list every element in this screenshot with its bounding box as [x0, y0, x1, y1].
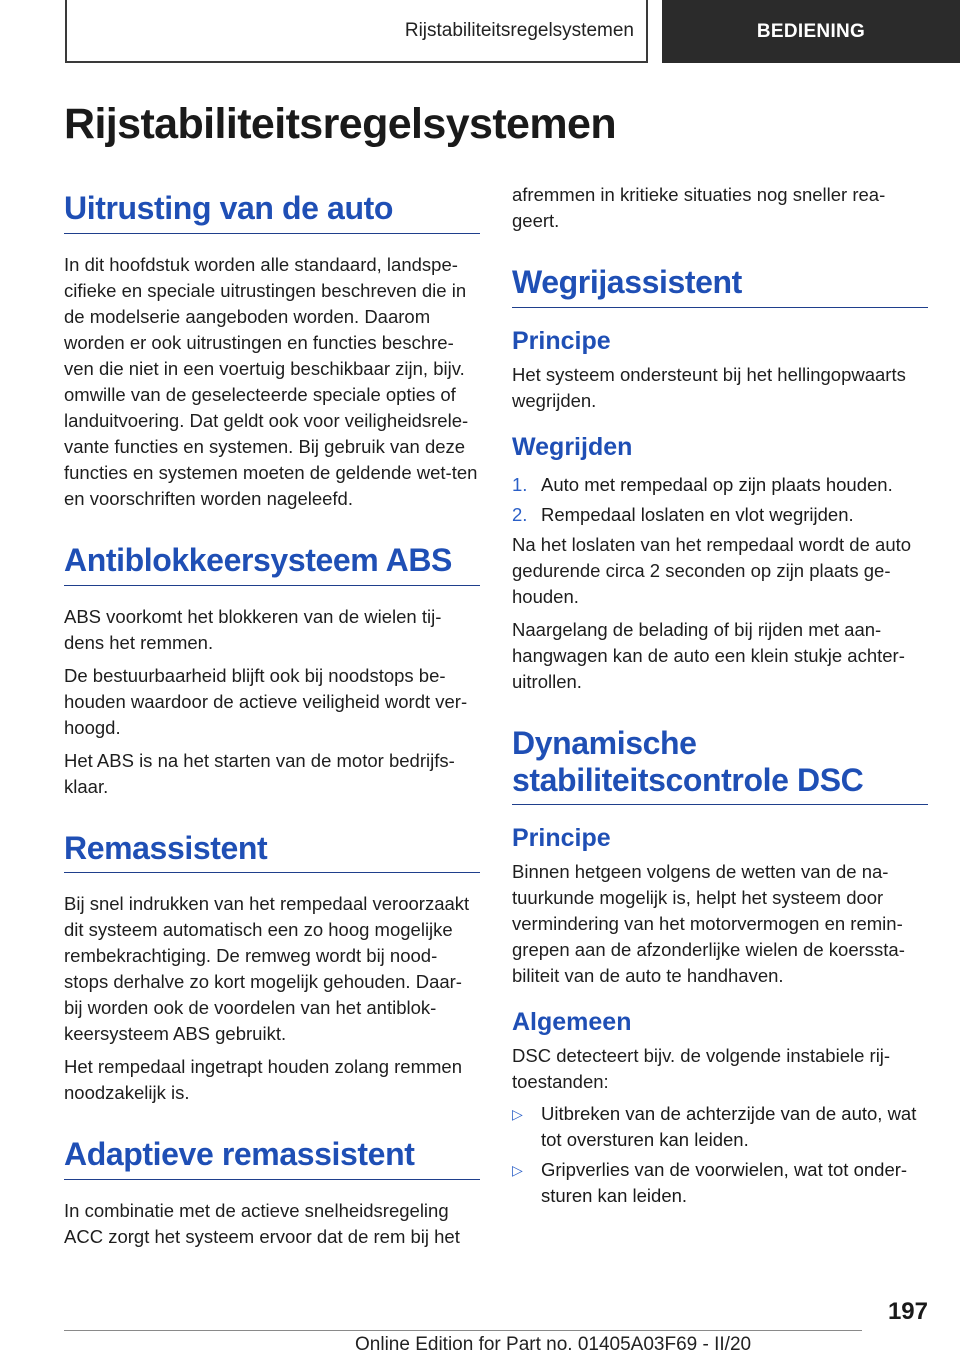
- paragraph-abs-2: De bestuurbaarheid blijft ook bij noodstops be-houden waardoor de actieve veiligheid wordt ver-hoogd.: [64, 664, 468, 738]
- heading-abs: Antiblokkeersysteem ABS: [64, 542, 480, 586]
- heading-dsc: Dynamische stabiliteitscontrole DSC: [512, 725, 928, 806]
- paragraph-algemeen: DSC detecteert bijv. de volgende instabiele rij-toestanden:: [512, 1045, 891, 1093]
- heading-wegrijassistent: Wegrijassistent: [512, 264, 928, 308]
- list-item: [512, 1101, 928, 1153]
- paragraph-abs-3: Het ABS is na het starten van de motor bedrijfs-klaar.: [64, 749, 455, 797]
- bullet-list: [512, 1101, 928, 1209]
- paragraph-remassistent-1: Bij snel indrukken van het rempedaal veroorzaakt dit systeem automatisch een zo hoog mogelijke rembekrachtiging. De remweg wordt bij nood-stops derhalve zo kort mogelijk gehouden. Daar-bij worden ook de voordelen van het antiblok-keersysteem ABS gebruikt.: [64, 893, 470, 1045]
- bullet-text: Uitbreken van de achterzijde van de auto, wat tot oversturen kan leiden.: [541, 1103, 917, 1151]
- heading-uitrusting: Uitrusting van de auto: [64, 190, 480, 234]
- paragraph-uitrusting: In dit hoofdstuk worden alle standaard, landspe-cifieke en speciale uitrustingen beschreven die in de modelserie aangeboden worden. Daarom worden er ook uitrustingen en functies beschre-ven die niet in een voertuig beschikbaar zijn, bijv. omwille van de geselecteerde speciale opties of landuitvoering. Dat geldt ook voor veiligheidsrele-vante functies en systemen. Bij gebruik van deze functies en systemen moeten de geldende wet-ten en voorschriften worden nageleefd.: [64, 253, 478, 509]
- steps-list: [512, 472, 928, 528]
- header-section-tab: [65, 0, 648, 63]
- step-text: Rempedaal loslaten en vlot wegrijden.: [541, 503, 854, 525]
- triangle-bullet-icon: ▷: [512, 1106, 523, 1123]
- heading-adaptieve-remassistent: Adaptieve remassistent: [64, 1136, 480, 1180]
- footer-divider: [64, 1330, 862, 1331]
- step-number: 2.: [512, 503, 528, 525]
- heading-remassistent: Remassistent: [64, 830, 480, 874]
- paragraph-abs-1: ABS voorkomt het blokkeren van de wielen tij-dens het remmen.: [64, 605, 442, 653]
- page-number: 197: [887, 1298, 928, 1325]
- step-number: 1.: [512, 473, 528, 495]
- list-item: [512, 1157, 928, 1209]
- page-title: Rijstabiliteitsregelsystemen: [64, 100, 616, 148]
- bullet-text: Gripverlies van de voorwielen, wat tot onder-sturen kan leiden.: [541, 1159, 908, 1207]
- subheading-wegrijden: Wegrijden: [512, 432, 633, 461]
- paragraph-continued: afremmen in kritieke situaties nog sneller rea-geert.: [512, 184, 886, 231]
- header-section-title: Rijstabiliteitsregelsystemen: [404, 19, 634, 41]
- header-chapter-tab: [662, 0, 960, 63]
- list-item: [512, 472, 928, 498]
- paragraph-wegrij-2: Na het loslaten van het rempedaal wordt de auto gedurende circa 2 seconden op zijn plaats ge-houden.: [512, 533, 912, 607]
- paragraph-principe-dsc: Binnen hetgeen volgens de wetten van de na-tuurkunde mogelijk is, helpt het systeem door vermindering van het motorvermogen en remin-grepen aan de afzonderlijke wielen de koerssta-biliteit van de auto te handhaven.: [512, 861, 905, 987]
- right-column: [512, 184, 928, 1213]
- paragraph-principe-wegrij: Het systeem ondersteunt bij het hellingopwaarts wegrijden.: [512, 363, 906, 411]
- header-chapter-title: BEDIENING: [756, 20, 866, 42]
- left-column: [64, 190, 480, 1250]
- paragraph-remassistent-2: Het rempedaal ingetrapt houden zolang remmen noodzakelijk is.: [64, 1056, 462, 1104]
- step-text: Auto met rempedaal op zijn plaats houden.: [541, 473, 893, 495]
- subheading-algemeen: Algemeen: [512, 1008, 632, 1037]
- paragraph-adaptieve-remassistent: In combinatie met de actieve snelheidsregeling ACC zorgt het systeem ervoor dat de rem bij het: [64, 1200, 460, 1248]
- paragraph-wegrij-3: Naargelang de belading of bij rijden met aan-hangwagen kan de auto een klein stukje achter-uitrollen.: [512, 618, 905, 692]
- footer-edition: Online Edition for Part no. 01405A03F69 - II/20: [355, 1334, 752, 1355]
- triangle-bullet-icon: ▷: [512, 1162, 523, 1179]
- list-item: [512, 502, 928, 528]
- subheading-principe-wegrij: Principe: [512, 326, 611, 355]
- subheading-principe-dsc: Principe: [512, 824, 611, 853]
